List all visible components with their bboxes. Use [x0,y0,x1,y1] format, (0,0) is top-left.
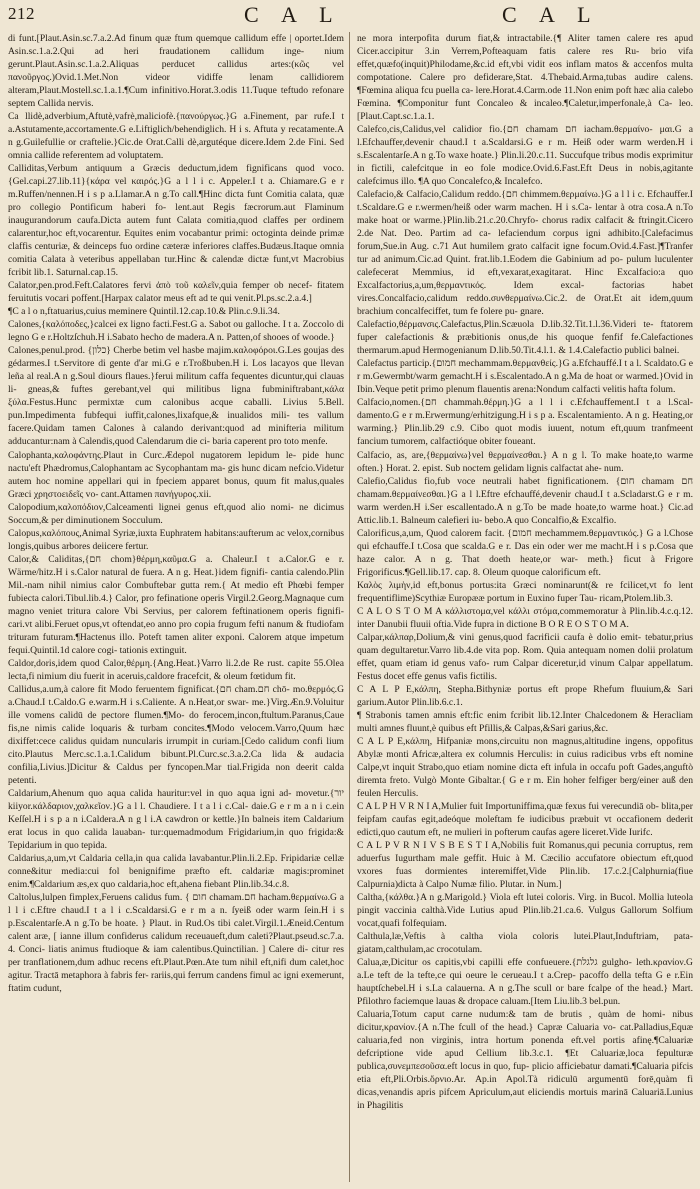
entry-calefacio: Calefacio,& Calfacio,Calidum reddo.{חם chimmem.θερμαίνω.}G a l l i c. Efchauffer.I t.Scaldare.G e r.wermen/heiß oder warm machen. H i s.Ca- lentar à otra cosa.A n.To make hoat or warme.}Plin.lib.21.c.20.Chryfo- chorus radix calfacit & ftringit.Cicero 2.de Nat. Deo. Partim ad ca- lefaciendum corpus igni adhibito.[Calefacimus forum,Sue.in Aug. c.71 Aut humilem grato calfacit igne focum.Ovid.4.Fast.]¶Tranfer tur ad animum.Cic.ad Quint. frat.lib.1.Eodem die Gabinium ad po- pulum luculenter calefecerat Memmius, id eft,vexarat,exagitarat. Hinc Excalfacio:a quo Excalfactorius,a,um,θερμαντικός. Idem excal- factorias habet vires.Concalfacio,calidum reddo.συνθερμαίνω.Cic.2. de Orat.Et ait idem,quum brachium concalfeciffet, tum fe folere pu- gnare. [357,189,693,318]
entry-calon: ¶C a l o n,ftatuarius,cuius meminere Quintil.12.cap.10.& Plin.c.9.li.34. [8,306,280,318]
entry-calefactus: Calefactus particip.{חמום mechammam.θερμανθείς.}G a.Efchauffé.I t a l. Scaldato.G e r m.Gewermbt/warm gemacht.H i s.Escalentado.A n g.Ma de hoat or warmed.}Ovid in Ibin.Veque petit primo plenum flauentis arena:Nondum calfacti velitis hafta folum. [357,358,693,396]
running-head-left: C A L [244,2,342,27]
entry-calesco: Calefco,cis,Calidus,vel calidior fio.{חם chamam חם iacham.θερμαίνο- μαι.G a l.Efchauffer,devenir chaud.I t a.Scaldarsi.G e r m. Heiß oder warm werden.H i s.Escalentarſe.A n g.To waxe hoate.} Plin.li.20.c.11. Succufque tribus modis exprimitur in fictili, calefcitque in eo fole modice.Ovid.6.Fast.Eft Deus in nobis,agitante calefcimus illo. ¶A quo Concalefco,& Incalefco. [357,124,693,188]
right-column [357,32,693,1184]
column-divider [349,32,350,1182]
entry-calthula: Calthula,læ,Veftis à caltha viola coloris lutei.Plaut,Induftriam, pata- giatam,calthulam,ac crocotulam. [357,931,693,956]
entry-calpe-mons: C A L P E,κάλπη, Hifpaniæ mons,circuitu non magnus,altitudine ingens, oppofitus Abylæ monti Africæ,altera ex columnis Herculis: in cuius radicibus vrbs eft nomine Calpe,vt inquit Strabo,quo etiam nomine dicta eft infula in occafu poft Gades,anguftò diremta freto. Vulgò Monte Gibaltar.{ G e r m. Ein hoher felfiger berg/einer auß den feulen Herculis. [357,735,693,799]
entry-calpurnius-bestia: C A L P V R N I V S B E S T I A,Nobilis fuit Romanus,qui pecunia corruptus, rem aduerfus Iugurtham male geffit. Huic à M. Cæcilio accufatore obiectum eft,quod vxores fuas dormientes interemiffet,Vide Plin.lib. 17.c.2.[Calphurnia(fiue Calpurnia)dicta à Calpo Numæ filio. Plutar. in Num.] [357,839,693,891]
entry-caleo: Caltolus,lulpen fimplex,Feruens calidus fum. { חום chamam.חם hacham.θερμαίνω.G a l l i c.Eftre chaud.I t a l i c.Scaldarsi.G e r m a n. ſyeiß oder warm ſein.H i s p.Escalentarſe.A n g.To be hoate. } Plaut. in Rud.Os tibi calet.Virgil.1.Æneid.Centum calent aræ, [ ianne illum confiderus calidum receuaueft,dum caleti?Plaut.pseud.sc.7.a. 4. Conci- liatis animus ftudioque & iam calentibus.Quinctilian. ] Calere di- citur res per tranflationem,dum adhuc recens eft.Plaut.Pœn.Ate tum nihil eft,nifi dum calet,hoc agitur. Tractā metaphora à fabris fer- rariis,qui ferrum candens fimul ac igni exemerunt, ftatim cudunt, [8,892,344,995]
entry-caldarius: Caldarius,a,um,vt Caldaria cella,in qua calida lavabantur.Plin.li.2.Ep. Fripidariæ cellæ conne&itur media:cui fol benignifime præfto eft. caldariæ magis:prominet enim.¶Caldarium æs,ex quo caldaria,hoc eft,ahena fiebant Plin.lib.34.c.8. [8,852,344,891]
entry-calorificus: Calorificus,a,um, Quod calorem facit. {חמום mechammem.θερμαντικός.} G a l.Chose qui efchauffe.I t.Cosa que scalda.G e r. Das ein oder wer me macht.H i s p.Cosa que haze calor. A n g. That doeth heate,or war- meth.} ficut à Frigore Frigorificus.¶Gell.lib.17. cap. 8. Oleum quoque calorificum eft. [357,527,693,578]
entry-caldor: Caldor,doris,idem quod Calor,θέρμη.{Ang.Heat.}Varro li.2.de Re rust. capite 55.Olea lecta,fi nimium diu fuerit in aceruis,caldore fracefcit, & oleum fœtidum fit. [8,657,344,682]
entry-callide: Ca llidè,adverbium,Aftutè,vafrè,maliciofè.{πανούργως.}G a.Finement, par rufe.I t a.Astutamente,accortamente.G e.Liftiglich/behendiglich. H i s. Aftuta y recatamente.A n g.Guilefullie or craftelie.}Cic.de Orat.Calli dè,argutéque dicere.Idem 2.de Fini. Sed omnia callide referentem ad voluptatem. [8,111,344,162]
entry-caleo-continued: ne mora interpofita durum fiat,& intractabile.{¶ Aliter tamen calere res apud Cicer.accipitur 3.in Verrem,Pofteaquam fatis calere res Ru- brio vifa effet,quæfo(inquit)Philodame,&c.id eft,vbi vidit eos inflam matos & accenfos multa compotatione. Calere pro defiderare,Stat. 4.Thebaid.Arma,tubas audire calens. ¶Fœmina aliqua fcu puella ca- lere.Horat.4.Carm.ode 11.Non enim poft hæc alia calebo Fœmina. ¶Componitur funt Concaleo & incaleo.¶Caletur,imperfonale,à Ca- leo.[Plaut.Capt.sc.1.a.1. [357,33,693,123]
entry-calor: Calor,& Caliditas,{חם chom}θέρμη,καῦμα.G a. Chaleur.I t a.Calor.G e r. Wärme/hitz.H i s.Calor natural de fuera. A n g. Heat.}idem fignifi- cantia calendo.Plin Mil.-nam nihil nimius calor Combuftebar gutta rem.{ At medio eft Phœbi femper fubiecta calori.Tibul.lib.4.} Calor, pro fefinatione operis Virgil.2.Georg.Magnaque cum magno veniet tritura calore Vbi Servius, per calorem feftinationem operis fignifi- cari.vt alibi.Feruet opus,vt oftendat,eo anno pro copia frugum fefti nanum & ftudiofam trituram futuram.¶Hactenus illo. Poteft tamen aliter exponi. Calorem atque impetum fequi.Quintil.1d calore cogi- tationis extinguit. [8,553,344,656]
entry-calopus: Calopus,καλόπους,Animal Syriæ,iuxta Euphratem habitans:aufterum ac velox,cornibus longis,quibus arbores deiicere fertur. [8,527,344,552]
left-column [8,32,344,1184]
entry-calefio: Calefio,Calidus fio,fub voce neutrali habet fignificationem. {חום chamam חם chamam.θερμαίνεσθαι.}G a l l.Eftre efchauffé,devenir chaud.I t a.Scladarst.G e r m. warm werden.H i.Ser escallentado.A n g.To be made hoate,to warme hoat.} Cic.ad Attic.lib.1. Balneum calefieri iu- bebo.A quo Concalfio,& Excalfio. [357,475,693,526]
entry-caluaria: Caluaria,Totum caput carne nudum:& tam de brutis , quàm de homi- nibus dicitur,κρανίον.{A n.The fcull of the head.} Capræ Caluaria vo- cat.Palladius,Equæ caluaria,fed non virginis, intra hortum ponenda eft.vel portis afinę.¶Caluariæ defcriptione vide apud Cellium lib.3.c.1. ¶Et Caluariæ,loca fepulturæ publica,συνεμπεσοῦσα.eft locus in quo, fup- plicio afficiebatur damati.¶Caluaria pifcis etia eft,Pli.Orbis.ὄρνιο.Ar. Ap.in Apol.Tà ridiculū argumentū forē,quàm fi dicas,venandis apris pifcem Apriculum,aut eliciendis mortuis marinā Caluariā.Lunius in Phagilitis [357,1009,693,1112]
entry-caldarium: Caldarium,Ahenum quo aqua calida hauritur:vel in quo aqua igni ad- movetur.{יור kiiyor.κάλδαριον,χαλκεῖον.}G a l l. Chaudiere. I t a l i c.Cal- daie.G e r m a n i c.ein Keſſel.H i s p a n i.Caldera.A n g l i.A cawdron or kettle.}In balneis item Caldarium erat locus in quo calida lauaban- tur:quemadmodum Frigidarium,in quo frigida:& Tepidarium in quo tepida. [8,787,344,851]
entry-calua: Calua,æ,Dicitur os capitis,vbi capilli effe confueuere.{גלגלת gulgho- leth.κρανίον.G a.Le teft de la tefte,ce qui oeure le cerueau.I t a.Crep- pacoffo della tefta G e r.Ein hauptſchebel.H i s.La calauerna. A n g.The scull or bare fcalpe of the head.} Mart. Pfilothro faciemque lauas & dropace caluam.[Item Liu.lib.3 bel.pun. [357,957,693,1008]
entry-calones-calcei: Calones,{καλόποδες,}calcei ex ligno facti.Fest.G a. Sabot ou galloche. I t a. Zoccolo di legno G e r.Holtzſchuh.H i.Sabato hecho de madera.A n. Patten,of shooes of woode.} [8,319,344,344]
entry-calpe-portus: C A L P E,κάλπη, Stepha.Bithyniæ portus eft prope Rhefum fluuium,& Sari garium.Autor Plin.lib.6.c.1. [357,683,693,708]
running-head-right: C A L [502,2,600,27]
entry-calpar: Calpar,κάλπαρ,Dolium,& vini genus,quod facrificii caufa è dolio emit- tebatur,prius quam degultaretur.Varro lib.4.de vita pop. Rom. Quia antequam nomen dolii prolatum effet, quam etiam id genus vafo- rum Calpar diceretur,id vinum Calpar appellatum. Festus docet effe genus vafis fictilis. [357,631,693,682]
entry-kalos-limen: Καλὸς λιμὴν,id eft,bonus portus:ita Græci nominarunt(& re fcilicet,vt fo lent frequentiflime)Scythiæ Europææ portum in Euxino fuper Tau- ricam,Ptolem.lib.3. [357,579,693,604]
entry-caltha: Caltha,{κάλθα.}A n g.Marigold.} Viola eft lutei coloris. Virg. in Bucol. Mollia luteola pingit vaccinia calthà.Vide Lutius apud Plin.lib.21.ca.6. Vulgus Gallorum Solfium vocat,quafi folfequiam. [357,892,693,930]
entry-calopodium: Calopodium,καλοπόδιον,Calceamenti lignei genus eft,quod alio nomi- ne dicimus Soccum,& per diminutionem Socculum. [8,501,344,526]
entry-calfacto: Calfacio, as, are,{θερμαίνω}vel θερμαίνεσθαι.} A n g l. To make hoate,to warme often.} Horat. 2. epist. Sub noctem gelidam lignis calfactat ahe- num. [357,449,693,474]
entry-calones-servi: Calones,penul.prod. {כלון} Cherbe betim vel hasbe majim.καλοφόροι.G.Les goujas des gédarmes.I t.Servitore di gente d'ar mi.G e r.Troßbuben.H i. Los lacayos que llevan leña al real.A n g.Soul diours flaues.}ferui militum caffa fequentes dicuntur,qui clauas li- gneas,& fuftes gerebant,vel qui militibus ligna fubminiftrabant,κάλα ξύλα.Festus.Hunc permixtæ cum calonibus acque caballi. Livius 5.Bell. pun.Impedimenta fubfequi iuffit,calones,lixafque,& inualidos mili- tes vallum facere.Quidam tamen Calones à calando derivant:quod ad minifteria militum adducantur:nam à Calendis,quod Calendarum die ci- baria caperent pro toto menfe. [8,345,344,448]
entry-calidus: di funt.[Plaut.Asin.sc.7.a.2.Ad finum quæ ftum quemque callidum effe | oportet.Idem Asin.sc.1.a.2.Qui ad heri fraudationem callidum inge- nium gerunt.Plaut.Asin.sc.1.a.2.Aliquas perducet callidus artes:(κῶς vel πανοῦργος.)Ovid.1.Met.Non videor vidiffe lenam callidiorem alteram,Plaut.Mostell.sc.1.a.1.¶Cum infinitivo.Horat.3.odis 11.Tuque teftudo refonare septem Callida nervis. [8,33,344,110]
entry-calphurnia: C A L P H V R N I A,Mulier fuit Importuniffima,quæ fexus fui verecundiā ob- blita,per feipfam caufas egit,adeóque moleftam fe iudicibus præbuit vt occafionem dederit edicti,quo cautum eft, ne mulieri in pofterum caufas agere liceret.Vide Iurifc. [357,800,693,838]
entry-calator: Calator,pen.prod.Feft.Calatores fervi ἀπὸ τοῦ καλεῖν,quia femper ob necef- fitatem feruitutis vocari poffent.[Harpax calator meus eft ad te qui venit.Pl.ps.sc.2.a.4.] [8,280,344,305]
entry-calpe-strabo: ¶ Strabonis tamen amnis eft:fic enim fcribit lib.12.Inter Chalcedonem & Heracliam multi amnes fluunt,è quibus eft Pfillis,& Calpas,&Sari garius,&c. [357,709,693,734]
entry-calliditas-calo: Calliditas,Verbum antiquum a Græcis deductum,idem fignificans quod voco.{Gel.capi.27.lib.11}{κάρα vel καιρός.}G a l l i c. Appeler.I t a. Chiamare.G e r m.Ruffen/nennen.H i s p a.Llamar.A n g.To call.¶Hinc dicta funt Comitia calata, quæ pro collegio Pontificum haberi fo- lent.aut Regis fæcrorum.aut Flaminum inaugurandorum caufa.Dicta autem funt Calata comitia,quod claffes per ordinem calarentur,hoc eft,vocarentur. Equites enim vocabantur primi: octoginta deinde primæ claffis centuriæ, & deinceps fuo ordine cæteræ inferiores claffes.Budæus.Itaque omnia comitia Calata à veteribus appellaban tur.Hinc & calendæ dictæ funt,vt Macrobius fcribit lib.1. Saturnal.cap.15. [8,163,344,279]
entry-calidus-2: Callidus,a.um,à calore fit Modo feruentem fignificat.{חם cham.חם chō- mo.θερμός.G a.Chaud.I t.Caldo.G e.warm.H i s.Caliente. A n.Heat,or swar- me.}Virg.Æn.9.Voluitur ille vomens calidū de pectore flumen.¶Mo- do ferocem,incon,ftultum.Paranus,Caue fis,ne nimis calide loquaris & turbam concites.¶Modo velocem.Varro,Quum hæc dixiffet:cece calidus quidam nuncularis irrumpit in curiam.[Cedo calidum confi lium cito.Plautus Merc.sc.1.a.1.Calidum bibunt.Pl.Curc.sc.3.a.2.Ca lida & audacia confilia,Livius.]Dicitur & Caldus per fyncopen.Mar tial.Frigida non deerit calda petenti. [8,683,344,786]
entry-calophanta: Calophanta,καλοφάντης.Plaut in Curc.Ædepol nugatorem lepidum le- pide hunc nactu'eft Phædromus,Calophantam ac Sycophantam ma- gis hunc dicam nefcio.Videtur autem hoc nomine appellari qui in fpeciem apparet bonus, quum fit malus,quales Græci χρηστοειδεῖς vo- cant.Attamen πανήγυρος.xii. [8,449,344,500]
page-number: 212 [8,4,35,23]
entry-calefactio: Calefactio,θέρμανσις.Calefactus,Plin.Scæuola D.lib.32.Tit.1.l.36.Videri te- ftatorem fuper calefactionis & præbitionis onus,de his quoque fenfif fe.Calefactiones thermarum.apud Hermogenianum D.lib.50.Tit.4.l.1. & 1.4.Calefactio publici balnei. [357,319,693,357]
entry-calfactio: Calfacio,nomen.{חם chammah.θέρμη.}G a l l i c.Efchauffement.I t a l.Scal- damento.G e r m.Erwermung/erhitzigung.H i s p a. Escalentamiento. A n g. Heating,or warming.} Plin.lib.29 c.9. Cibo quot modis iuuent, notum eft,quum tranfmeent fancium tumorem, calfactióque obiter foueant. [357,397,693,448]
entry-calostoma: C A L O S T O M A κάλλιστομα,vel κάλλι στόμα,commemoratur à Plin.lib.4.c.q.12. inter Danubii fluuii oftia.Vide fupra in dictione B O R E O S T O M A. [357,605,693,630]
